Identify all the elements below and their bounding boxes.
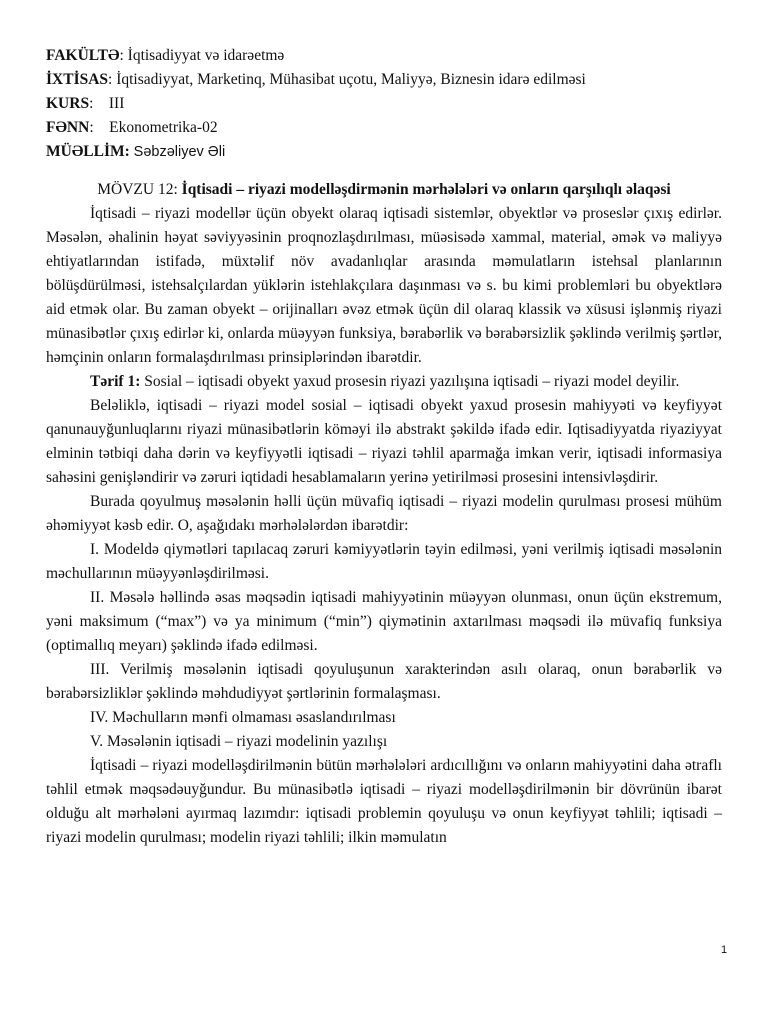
teacher-line	[46, 140, 722, 164]
topic-title: İqtisadi – riyazi modelləşdirmənin mərhələləri və onların qarşılıqlı əlaqəsi	[181, 181, 671, 198]
stage-5: V. Məsələnin iqtisadi – riyazi modelinin yazılışı	[90, 733, 388, 750]
document-page	[46, 44, 722, 850]
page-number: 1	[720, 944, 728, 956]
definition-label: Tərif 1:	[90, 373, 141, 390]
paragraph-stages-intro: Burada qoyulmuş məsələnin həlli üçün müvafiq iqtisadi – riyazi modelin qurulması prosesi mühüm əhəmiyyət kəsb edir. O, aşağıdakı mərhələlərdən ibarətdir:	[46, 493, 722, 534]
paragraph-cycle: İqtisadi – riyazi modelləşdirilmənin bütün mərhələləri ardıcıllığını və onların mahiyyətini daha ətraflı təhlil etmək məqsədəuyğundur. Bu münasibətlə iqtisadi – riyazi modelləşdirilmənin bir dövrünün ibarət olduğu alt mərhələni ayırmaq lazımdır: iqtisadi problemin qoyuluşu və onun keyfiyyət təhlili; iqtisadi – riyazi modelin qurulması; modelin riyazi təhlili; ilkin məmulatın	[46, 757, 722, 846]
stage-1: I. Modeldə qiymətləri tapılacaq zəruri kəmiyyətlərin təyin edilməsi, yəni verilmiş iqtisadi məsələnin məchullarının müəyyənləşdirilməsi.	[46, 541, 722, 582]
stage-3: III. Verilmiş məsələnin iqtisadi qoyuluşunun xarakterindən asılı olaraq, onun bərabərlik və bərabərsizliklər şəklində məhdudiyyət şərtlərinin formalaşması.	[46, 661, 722, 702]
topic-heading: MÖVZU 12: İqtisadi – riyazi modelləşdirmənin mərhələləri və onların qarşılıqlı əlaqəsi	[97, 181, 671, 198]
definition-text: Sosial – iqtisadi obyekt yaxud prosesin riyazi yazılışına iqtisadi – riyazi model deyilir.	[140, 373, 680, 390]
specialty-value: İqtisadiyyat, Marketinq, Mühasibat uçotu, Maliyyə, Biznesin idarə edilməsi	[116, 71, 586, 88]
faculty-value: İqtisadiyyat və idarəetmə	[127, 47, 285, 64]
specialty-line: İXTİSAS: İqtisadiyyat, Marketinq, Mühasibat uçotu, Maliyyə, Biznesin idarə edilməsi	[46, 71, 586, 88]
stage-4: IV. Məchulların mənfi olmaması əsaslandırılması	[90, 709, 396, 726]
subject-line: FƏNN: Ekonometrika-02	[46, 119, 218, 136]
course-line: KURS: III	[46, 95, 125, 112]
paragraph-intro: İqtisadi – riyazi modellər üçün obyekt olaraq iqtisadi sistemlər, obyektlər və proseslər çıxış edirlər. Məsələn, əhalinin həyat səviyyəsinin proqnozlaşdırılması, müəsisədə xammal, material, əmək və maliyyə ehtiyatlarından istifadə, müxtəlif növ avadanlıqlar arasında məmulatların istehsal planlarının bölüşdürülməsi, istehsalçılardan yüklərin istehlakçılara daşınması və s. bu kimi problemləri bu obyektlərə aid etmək olar. Bu zaman obyekt – orijinalları əvəz etmək üçün dil olaraq klassik və xüsusi işlənmiş riyazi münasibətlər çıxış edirlər ki, onlarda müəyyən funksiya, bərabərlik və bərabərsizlik şəklində verilmiş şərtlər, həmçinin onların formalaşdırılması prinsiplərindən ibarətdir.	[46, 205, 722, 366]
teacher-value: Səbzəliyev Əli	[133, 144, 226, 160]
faculty-line: FAKÜLTƏ: İqtisadiyyat və idarəetmə	[46, 47, 285, 64]
subject-value: Ekonometrika-02	[109, 119, 218, 136]
topic-label: MÖVZU 12	[97, 181, 174, 198]
teacher-label: MÜƏLLİM:	[46, 143, 130, 160]
course-label: KURS	[46, 95, 90, 112]
paragraph-model: Beləliklə, iqtisadi – riyazi model sosial – iqtisadi obyekt yaxud prosesin mahiyyəti və keyfiyyət qanunauyğunluqlarını riyazi münasibətlərin köməyi ilə abstrakt şəkildə ifadə edir. Iqtisadiyyatda riyaziyyat elminin tətbiqi daha dərin və keyfiyyətli iqtisadi – riyazi təhlil aparmağa imkan verir, iqtisadi informasiya sahəsini genişləndirir və zəruri iqtidadi hesablamaların yerinə yetirilməsi prosesini intensivləşdirir.	[46, 397, 722, 486]
faculty-label: FAKÜLTƏ	[46, 47, 120, 64]
stage-2: II. Məsələ həllində əsas məqsədin iqtisadi mahiyyətinin müəyyən olunması, onun üçün ekstremum, yəni maksimum (“max”) və ya minimum (“min”) qiymətinin axtarılması məqsədi ilə müvafiq funksiya (optimallıq meyarı) şəklində ifadə edilməsi.	[46, 589, 722, 654]
course-value: III	[108, 95, 125, 112]
definition-paragraph	[46, 370, 722, 394]
subject-label: FƏNN	[46, 119, 90, 136]
specialty-label: İXTİSAS	[46, 71, 109, 88]
